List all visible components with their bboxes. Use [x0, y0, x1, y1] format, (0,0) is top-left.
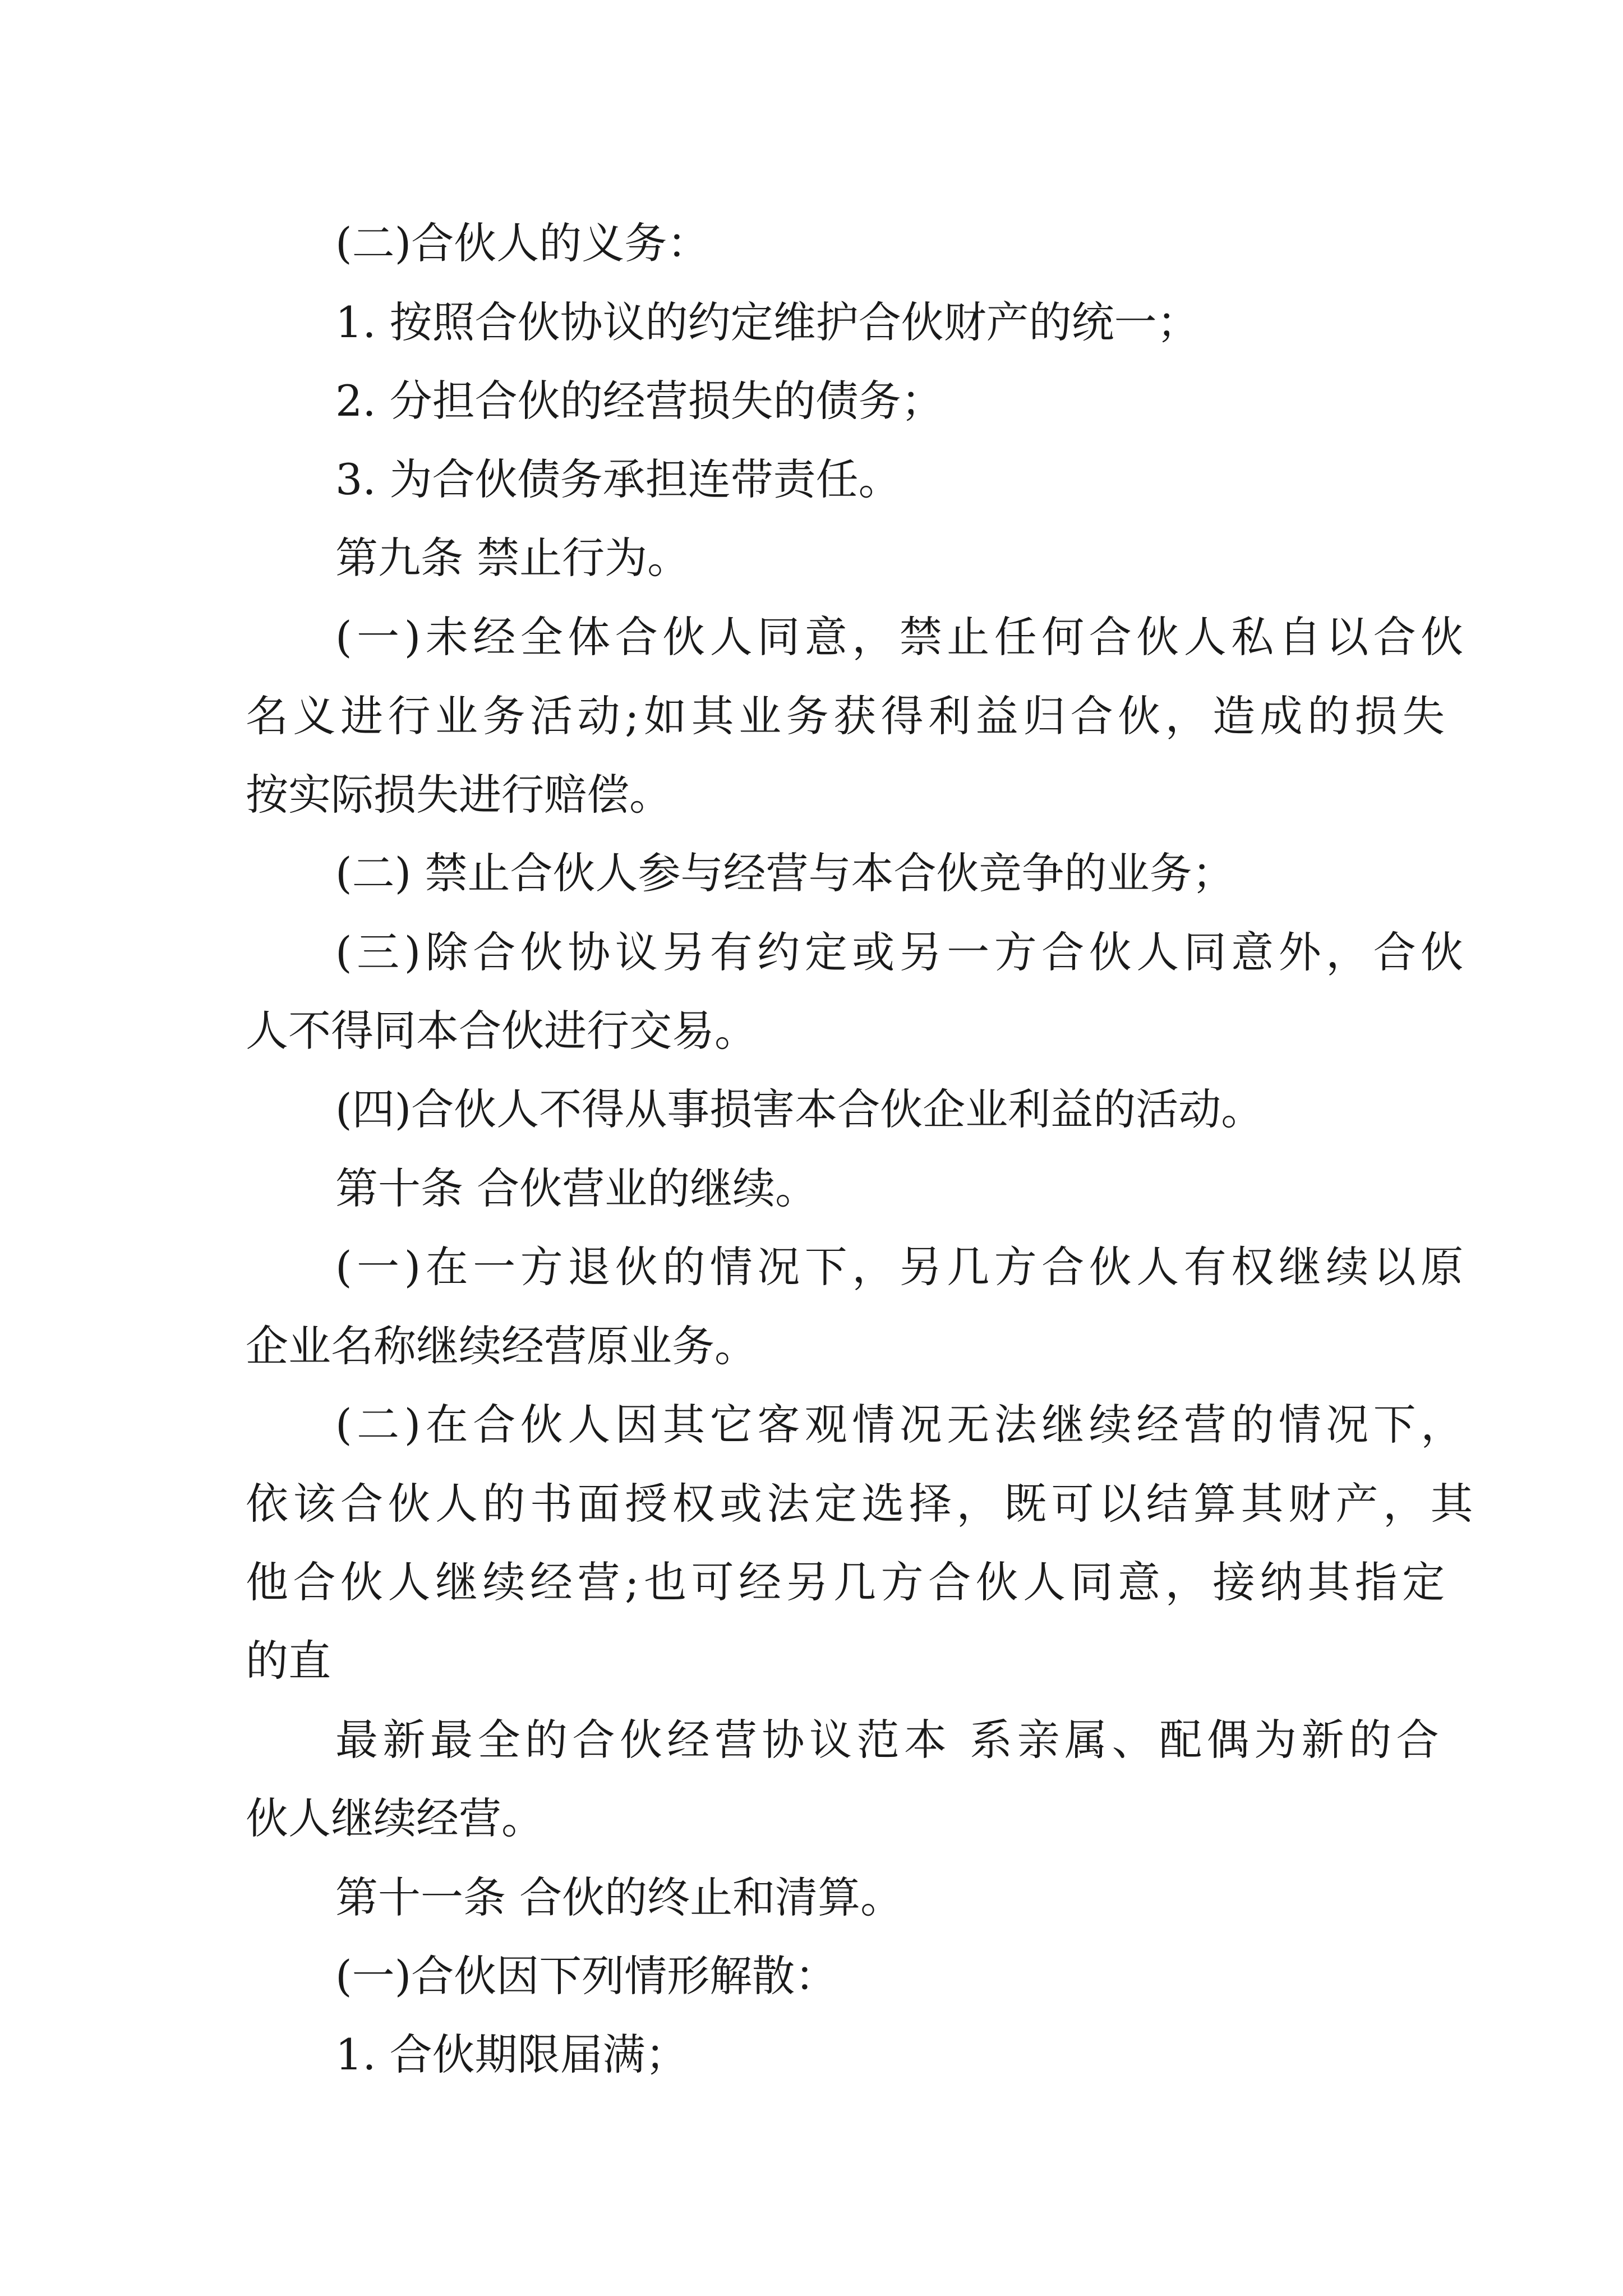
text-line: (四)合伙人不得从事损害本合伙企业利益的活动。: [335, 1084, 1264, 1134]
text-line: (二) 禁止合伙人参与经营与本合伙竞争的业务；: [335, 848, 1235, 898]
text-line: 2. 分担合伙的经营损失的债务；: [335, 376, 944, 426]
text-line: (一)未经全体合伙人同意，禁止任何合伙人私自以合伙: [335, 612, 1468, 662]
text-line: 名义进行业务活动;如其业务获得利益归合伙，造成的损失: [246, 691, 1450, 741]
text-line: 企业名称继续经营原业务。: [246, 1321, 757, 1371]
text-line: 3. 为合伙债务承担连带责任。: [335, 454, 901, 504]
text-line: (二)合伙人的义务：: [335, 218, 710, 268]
text-line: 第十条 合伙营业的继续。: [335, 1163, 818, 1213]
text-line: 人不得同本合伙进行交易。: [246, 1006, 757, 1056]
text-line: (一)合伙因下列情形解散：: [335, 1951, 838, 2001]
text-line: 第九条 禁止行为。: [335, 533, 690, 583]
text-line: 伙人继续经营。: [246, 1793, 544, 1843]
text-line: 依该合伙人的书面授权或法定选择，既可以结算其财产，其: [246, 1479, 1478, 1529]
text-line: 按实际损失进行赔偿。: [246, 770, 672, 820]
text-line: 1. 合伙期限届满；: [335, 2030, 688, 2079]
text-line: 最新最全的合伙经营协议范本 系亲属、配偶为新的合: [335, 1715, 1444, 1765]
text-line: (二)在合伙人因其它客观情况无法继续经营的情况下，: [335, 1400, 1468, 1450]
text-line: 第十一条 合伙的终止和清算。: [335, 1872, 903, 1922]
text-line: (三)除合伙协议另有约定或另一方合伙人同意外，合伙: [335, 927, 1468, 977]
text-line: 的直: [246, 1636, 331, 1686]
text-line: 他合伙人继续经营;也可经另几方合伙人同意，接纳其指定: [246, 1557, 1450, 1607]
text-line: 1. 按照合伙协议的约定维护合伙财产的统一；: [335, 297, 1200, 347]
text-line: (一)在一方退伙的情况下，另几方合伙人有权继续以原: [335, 1242, 1468, 1292]
